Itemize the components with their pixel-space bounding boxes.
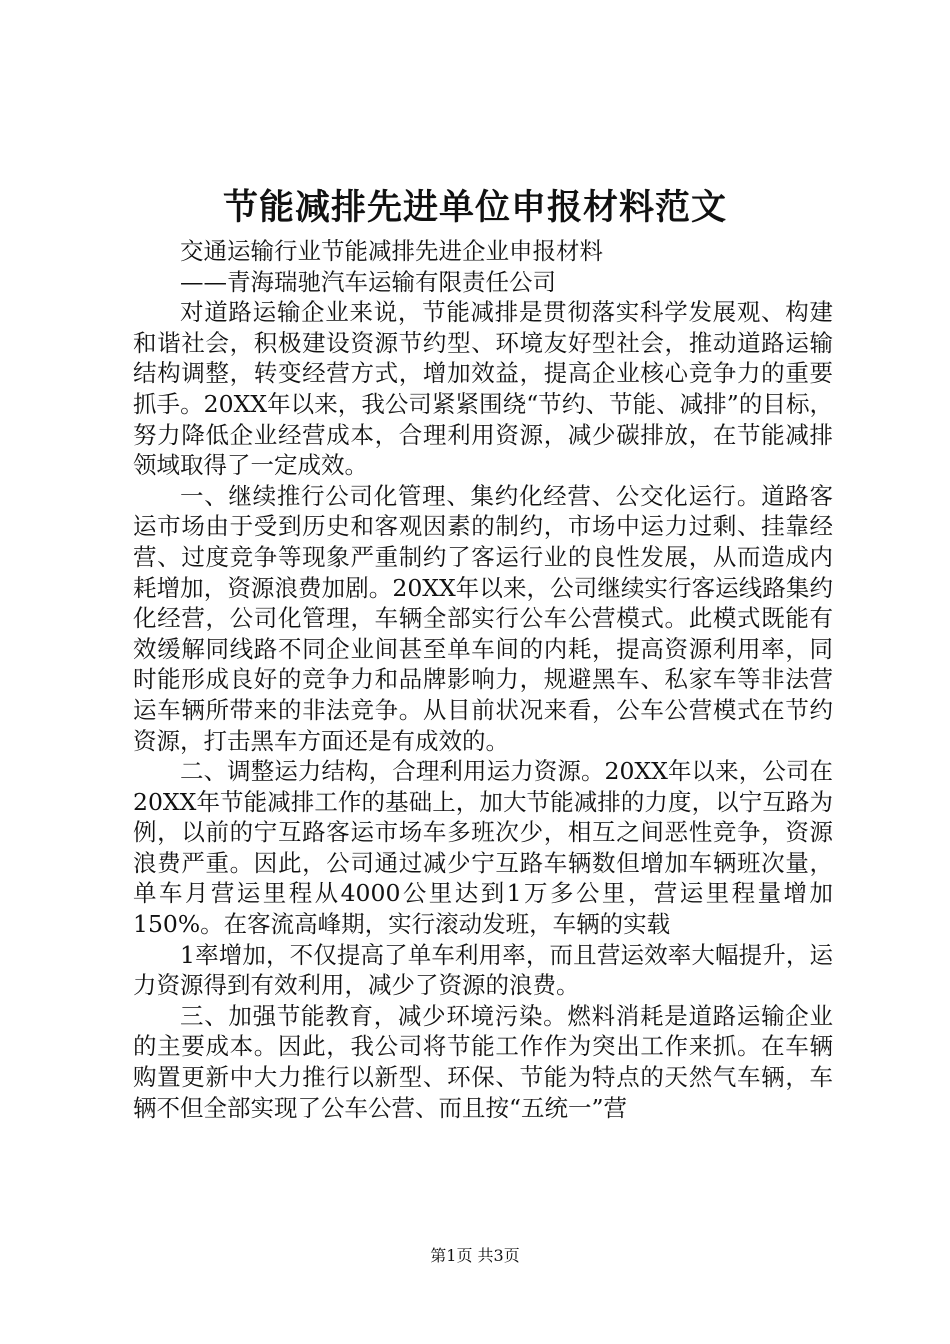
document-title: 节能减排先进单位申报材料范文 [222, 187, 727, 228]
document-body [133, 236, 833, 1123]
page-footer: 第1页 共3页 [430, 1246, 520, 1265]
paragraph-section-2: 二、调整运力结构，合理利用运力资源。20XX年以来，公司在20XX年节能减排工作的基础上，加大节能减排的力度，以宁互路为例，以前的宁互路客运市场车多班次少，相互之间恶性竞争，资源浪费严重。因此，公司通过减少宁互路车辆数但增加车辆班次量，单车月营运里程从4000公里达到1万多公里，营运里程量增加150%。在客流高峰期，实行滚动发班，车辆的实载 [133, 757, 833, 939]
paragraph-section-3: 三、加强节能教育，减少环境污染。燃料消耗是道路运输企业的主要成本。因此，我公司将节能工作作为突出工作来抓。在车辆购置更新中大力推行以新型、环保、节能为特点的天然气车辆，车辆不但全部实现了公车公营、而且按“五统一”营 [133, 1001, 833, 1122]
paragraph-intro: 对道路运输企业来说，节能减排是贯彻落实科学发展观、构建和谐社会，积极建设资源节约型、环境友好型社会，推动道路运输结构调整，转变经营方式，增加效益，提高企业核心竞争力的重要抓手。20XX年以来，我公司紧紧围绕“节约、节能、减排”的目标，努力降低企业经营成本，合理利用资源，减少碳排放，在节能减排领域取得了一定成效。 [133, 298, 833, 480]
paragraph-section-1: 一、继续推行公司化管理、集约化经营、公交化运行。道路客运市场由于受到历史和客观因素的制约，市场中运力过剩、挂靠经营、过度竞争等现象严重制约了客运行业的良性发展，从而造成内耗增加，资源浪费加剧。20XX年以来，公司继续实行客运线路集约化经营，公司化管理，车辆全部实行公车公营模式。此模式既能有效缓解同线路不同企业间甚至单车间的内耗，提高资源利用率，同时能形成良好的竞争力和品牌影响力，规避黑车、私家车等非法营运车辆所带来的非法竞争。从目前状况来看，公车公营模式在节约资源，打击黑车方面还是有成效的。 [133, 481, 833, 755]
company-line: ——青海瑞驰汽车运输有限责任公司 [180, 267, 556, 296]
subtitle-line: 交通运输行业节能减排先进企业申报材料 [180, 237, 603, 265]
paragraph-section-2-continued: 1率增加，不仅提高了单车利用率，而且营运效率大幅提升，运力资源得到有效利用，减少了资源的浪费。 [133, 940, 833, 1000]
